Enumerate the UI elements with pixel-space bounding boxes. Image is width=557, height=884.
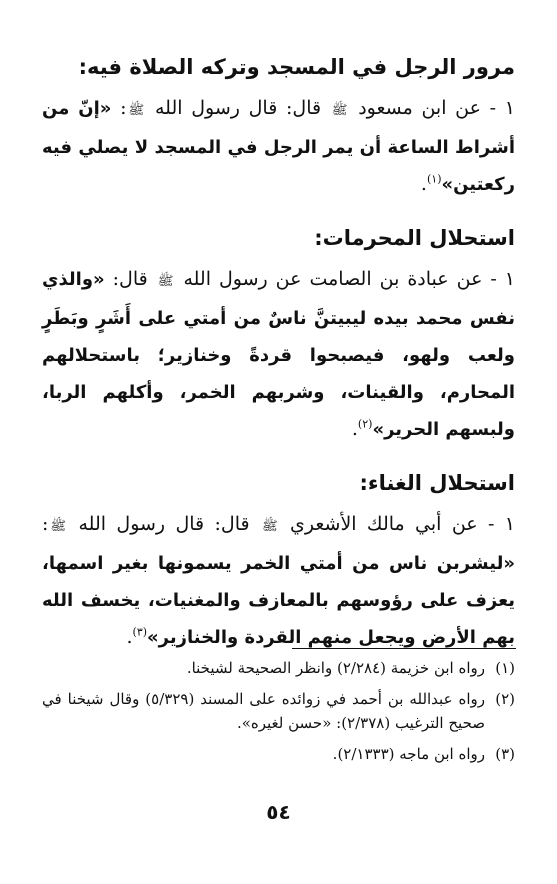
hadith-intro: ١ - عن ابن مسعود [358,97,515,119]
footnote [42,656,515,680]
colon: : [120,97,127,119]
section-title-3: استحلال الغناء: [359,471,515,495]
footnotes [42,656,515,773]
footnote [42,742,515,766]
footnote-ref: (١) [426,172,442,186]
period: . [420,173,427,195]
footnote-text: رواه ابن ماجه (٢/١٣٣٣). [332,745,485,763]
section-title-1: مرور الرجل في المسجد وتركه الصلاة فيه: [78,55,515,79]
honorific-symbol: ﷺ [331,103,348,118]
hadith-paragraph-2 [42,261,515,448]
hadith-intro: ١ - عن أبي مالك الأشعري [290,513,515,535]
hadith-paragraph-3 [42,506,515,656]
hadith-quote: «والذي نفس محمد بيده ليبيتنَّ ناسٌ من أمتي على أَشَرٍ وبَطَرٍ ولعب ولهو، فيصبحوا قردةً وخنازير؛ باستحلالهم المحارم، والقينات، وشربهم الخمر، وأكلهم الربا، ولبسهم الحرير» [42,269,515,440]
hadith-quote: «ليشربن ناس من أمتي الخمر يسمونها بغير اسمها، يعزف على رؤوسهم بالمعازف والمغنيات، يخسف الله بهم الأرض ويجعل منهم القردة والخنازير» [42,553,515,648]
honorific-symbol: ﷺ [128,103,145,118]
footnote-number: (١) [495,659,515,677]
honorific-symbol: ﷺ [157,274,174,289]
hadith-narration: قال: قال رسول الله [154,97,322,119]
period: . [351,418,358,440]
footnote-ref: (٢) [357,417,373,431]
footnote-ref: (٣) [132,625,148,639]
hadith-narration: قال: قال رسول الله [78,513,250,535]
footnote-divider [292,648,516,649]
section-title-2: استحلال المحرمات: [314,226,515,250]
hadith-quote: «إنّ من أشراط الساعة أن يمر الرجل في المسجد لا يصلي فيه ركعتين» [42,98,515,195]
colon: : [42,513,49,535]
honorific-symbol: ﷺ [50,519,67,534]
page-number: ٥٤ [266,800,291,824]
hadith-narration: قال: [112,268,148,290]
honorific-symbol: ﷺ [261,519,278,534]
footnote-number: (٣) [495,745,515,763]
footnote [42,687,515,735]
footnote-text: رواه عبدالله بن أحمد في زوائده على المسند (٥/٣٢٩) وقال شيخنا في صحيح الترغيب (٢/٣٧٨): «حسن لغيره». [42,690,486,732]
hadith-intro: ١ - عن عبادة بن الصامت عن رسول الله [183,268,516,290]
footnote-text: رواه ابن خزيمة (٢/٢٨٤) وانظر الصحيحة لشيخنا. [186,659,485,677]
hadith-paragraph-1 [42,90,515,203]
footnote-number: (٢) [495,690,515,708]
period: . [126,626,133,648]
